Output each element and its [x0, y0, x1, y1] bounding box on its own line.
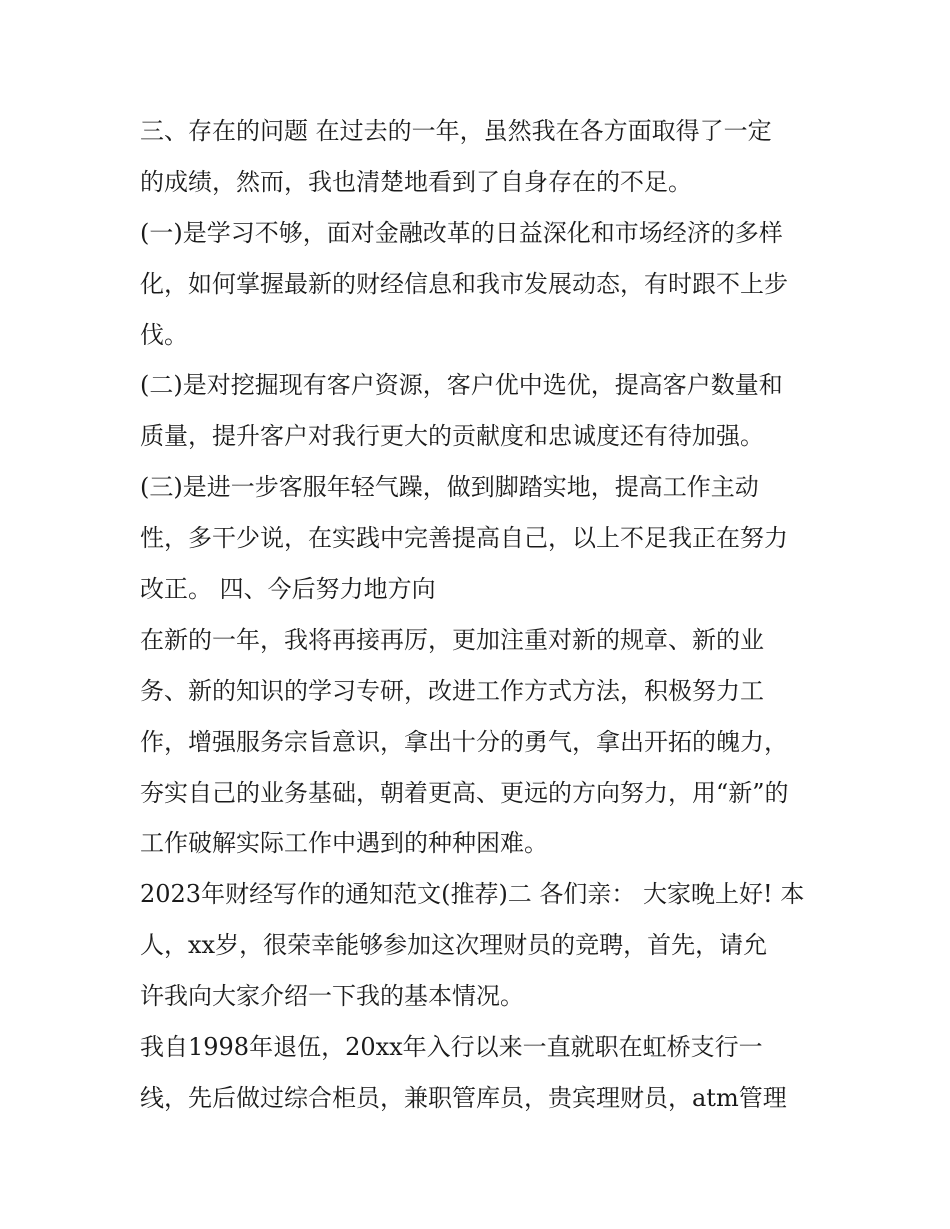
text-line: (一)是学习不够，面对金融改革的日益深化和市场经济的多样	[140, 218, 783, 247]
text-line: 质量，提升客户对我行更大的贡献度和忠诚度还有待加强。	[140, 422, 764, 451]
text-line: 夯实自己的业务基础，朝着更高、更远的方向努力，用“新”的	[140, 778, 789, 807]
text-line: 工作破解实际工作中遇到的种种困难。	[140, 829, 548, 858]
paragraph-problem-two	[140, 360, 820, 462]
text-line: 许我向大家介绍一下我的基本情况。	[140, 982, 524, 1011]
text-line: 化，如何掌握最新的财经信息和我市发展动态，有时跟不上步	[140, 269, 788, 298]
document-body	[140, 106, 820, 1124]
text-line: 2023年财经写作的通知范文(推荐)二 各们亲： 大家晚上好! 本	[140, 880, 805, 909]
paragraph-second-sample-intro	[140, 869, 820, 1022]
text-line: 三、存在的问题 在过去的一年，虽然我在各方面取得了一定	[140, 117, 772, 145]
text-line: 线，先后做过综合柜员，兼职管库员，贵宾理财员，atm管理	[140, 1083, 787, 1112]
text-line: (二)是对挖掘现有客户资源，客户优中选优，提高客户数量和	[140, 371, 783, 400]
paragraph-future-direction	[140, 615, 820, 869]
paragraph-personal-background	[140, 1022, 820, 1124]
text-line: 务、新的知识的学习专研，改进工作方式方法，积极努力工	[140, 676, 764, 705]
text-line: (三)是进一步客服年轻气躁，做到脚踏实地，提高工作主动	[140, 473, 759, 502]
paragraph-problem-three	[140, 462, 820, 615]
text-line: 在新的一年，我将再接再厉，更加注重对新的规章、新的业	[140, 625, 764, 654]
paragraph-problems-intro	[140, 106, 820, 208]
text-line: 人，xx岁，很荣幸能够参加这次理财员的竞聘，首先，请允	[140, 931, 768, 960]
text-line: 作，增强服务宗旨意识，拿出十分的勇气，拿出开拓的魄力，	[140, 727, 788, 756]
paragraph-problem-one	[140, 208, 820, 361]
text-line: 的成绩，然而，我也清楚地看到了自身存在的不足。	[140, 167, 692, 196]
text-line: 改正。 四、今后努力地方向	[140, 575, 436, 604]
text-line: 我自1998年退伍，20xx年入行以来一直就职在虹桥支行一	[140, 1033, 763, 1062]
text-line: 性，多干少说，在实践中完善提高自己，以上不足我正在努力	[140, 524, 788, 553]
text-line: 伐。	[140, 320, 188, 349]
